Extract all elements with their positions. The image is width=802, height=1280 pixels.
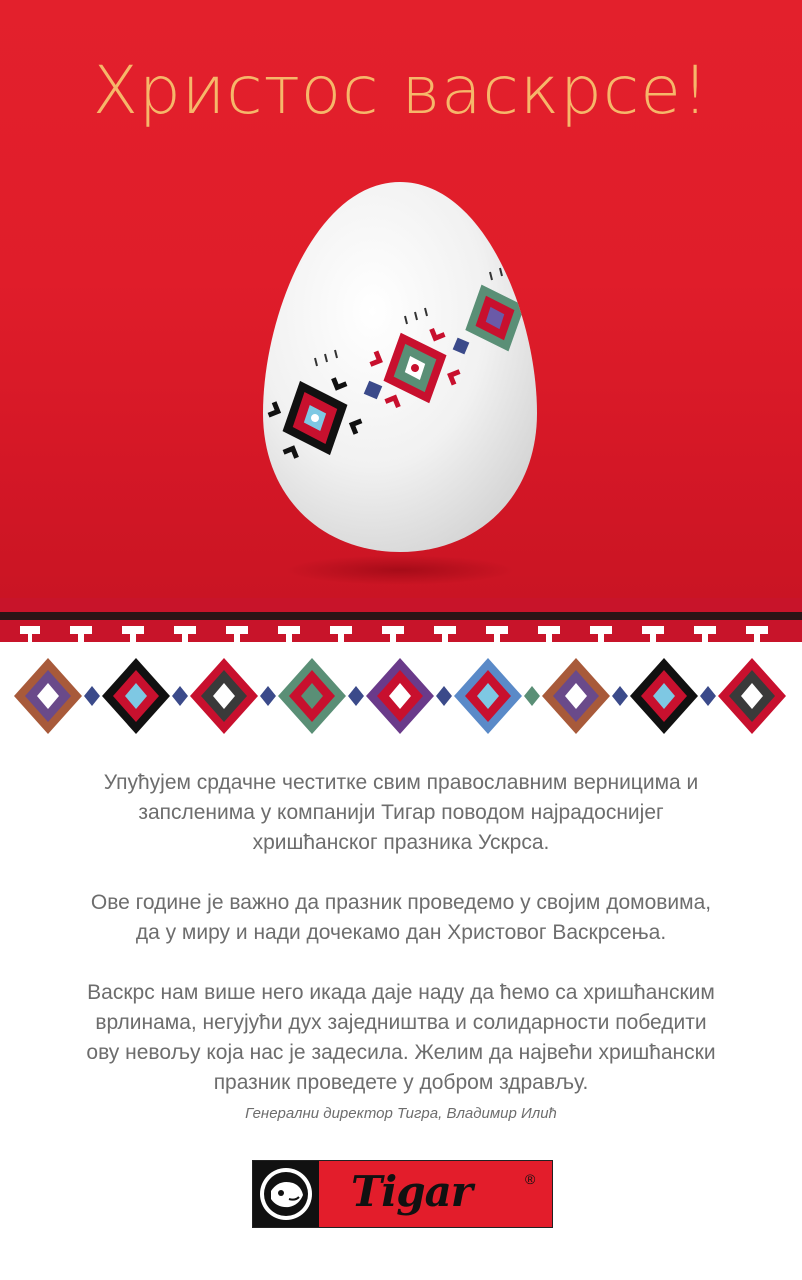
message-paragraph-3: Васкрс нам више него икада даје наду да ћемо са хришћанским врлинама, негујући дух заједништва и солидарности победити ову невољу која нас је задесила. Желим да највећи хришћански празник проведете у добром здрављу. [86, 981, 716, 1094]
page-title: Христос васкрсе! [92, 52, 710, 129]
greeting-message [80, 768, 722, 1128]
registered-mark: ® [525, 1171, 536, 1187]
message-paragraph-1: Упућујем срдачне честитке свим православним верницима и запсленима у компанији Тигар поводом најрадоснијег хришћанског празника Ускрса. [103, 771, 699, 854]
message-paragraph-2: Ове године је важно да празник проведемо у својим домовима, да у миру и нади дочекамо дан Христовог Васкрсења. [90, 891, 712, 944]
signature: Генерални директор Тигра, Владимир Илић [245, 1105, 557, 1122]
tiger-head-emblem-icon [253, 1161, 319, 1227]
folk-ornament-border [0, 598, 802, 740]
egg-icon [255, 178, 545, 558]
brand-name: Tigar [351, 1167, 472, 1216]
hero-banner [0, 0, 802, 620]
easter-egg-image [255, 178, 545, 558]
tigar-logo [252, 1160, 553, 1228]
egg-shadow [285, 555, 515, 585]
